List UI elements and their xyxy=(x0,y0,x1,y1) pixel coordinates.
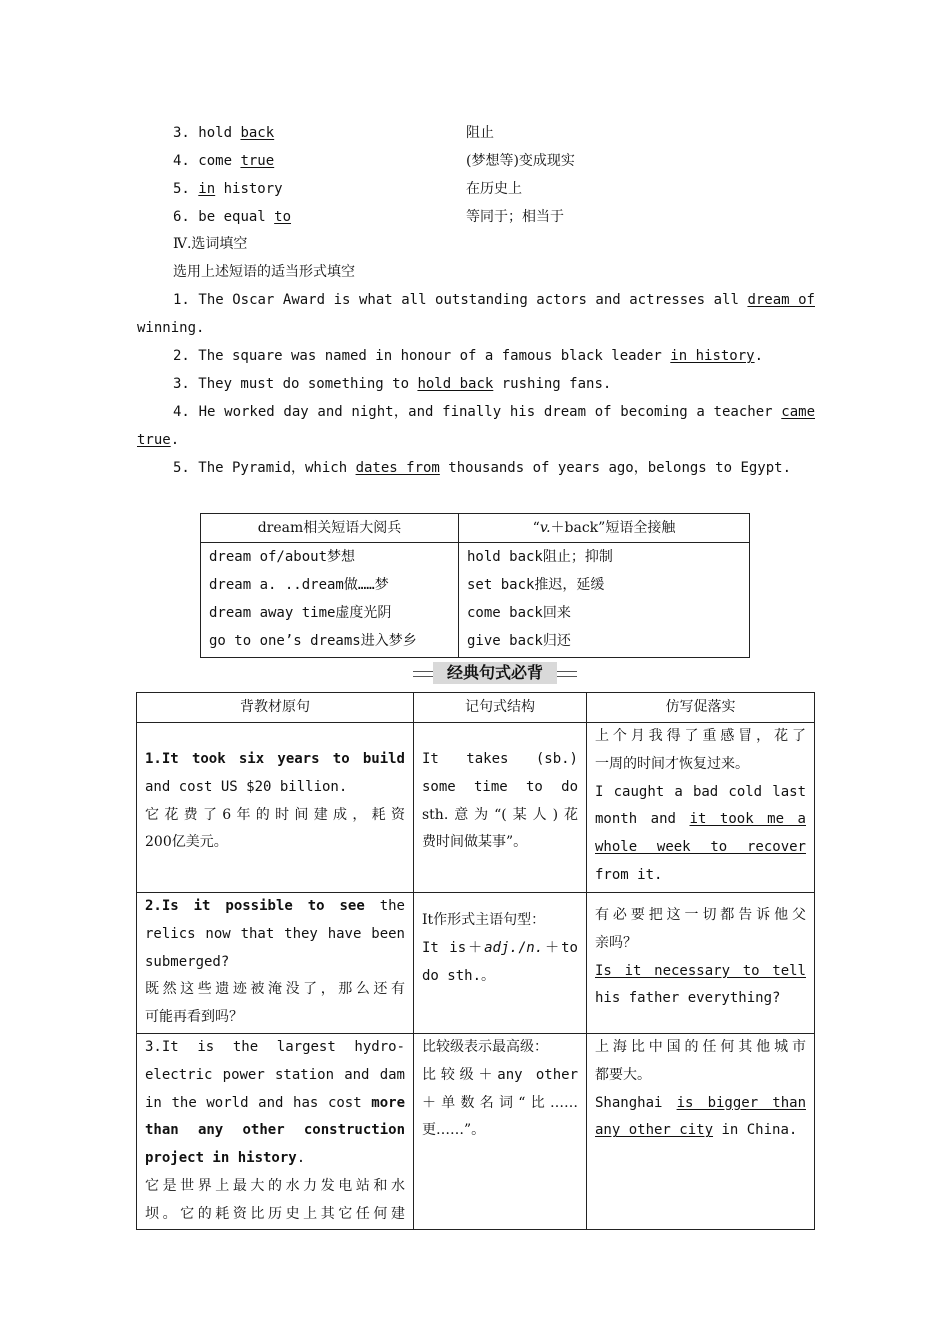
original-sentence-cell: 3.It is the largest hydro- electric power station and dam in the world and has cost more than any other construction project in history. 它是世界上最大的水力发电站和水 坝。它的耗资比历史上其它任何建 xyxy=(137,1034,414,1230)
section-instruction: 选用上述短语的适当形式填空 xyxy=(173,264,355,280)
list-item: dream away time虚度光阴 xyxy=(209,605,392,621)
phrase-expansion-table xyxy=(200,513,750,658)
list-item: hold back阻止；抑制 xyxy=(467,549,613,565)
practice-cell: 上海比中国的任何其他城市 都要大。 Shanghai is bigger than any other city in China. xyxy=(587,1034,815,1230)
phrase-number: 4. xyxy=(173,153,190,169)
list-item: go to one’s dreams进入梦乡 xyxy=(209,633,417,649)
question-4-line-1: 4. He worked day and night，and finally his dream of becoming a teacher came xyxy=(173,404,815,420)
table-row xyxy=(137,893,815,1034)
question-4-line-2: true. xyxy=(137,432,180,448)
phrase-number: 3. xyxy=(173,125,190,141)
structure-cell: It作形式主语句型： It is＋adj./n.＋to do sth.。 xyxy=(414,893,587,1034)
table-header: dream相关短语大阅兵 xyxy=(201,514,459,543)
phrase-row: 5. in history xyxy=(173,181,283,197)
phrase-number: 5. xyxy=(173,181,190,197)
structure-cell: It takes (sb.) some time to do sth.意为“(某人)花 费时间做某事”。 xyxy=(414,723,587,893)
phrase-text: come xyxy=(198,153,241,169)
phrase-text: be equal xyxy=(198,209,275,225)
practice-cell: 有必要把这一切都告诉他父 亲吗？ Is it necessary to tell his father everything? xyxy=(587,893,815,1034)
list-item: come back回来 xyxy=(467,605,571,621)
table-header: “v.＋back”短语全接触 xyxy=(459,514,750,543)
phrase-text: hold xyxy=(198,125,241,141)
original-sentence-cell: 1.It took six years to build and cost US $20 billion. 它花费了6年的时间建成，耗资 200亿美元。 xyxy=(137,723,414,893)
phrase-meaning: 阻止 xyxy=(466,125,494,141)
table-row xyxy=(137,723,815,893)
table-row xyxy=(137,1034,815,1230)
list-item: give back归还 xyxy=(467,633,571,649)
table-header: 记句式结构 xyxy=(414,693,587,723)
phrase-answer: to xyxy=(274,209,292,225)
answer: Is it necessary to tell xyxy=(595,962,806,979)
table-cell xyxy=(459,543,750,658)
list-item: set back推迟，延缓 xyxy=(467,577,605,593)
phrase-answer: true xyxy=(240,153,275,169)
question-2: 2. The square was named in honour of a famous black leader in history. xyxy=(173,348,764,364)
question-3: 3. They must do something to hold back rushing fans. xyxy=(173,376,612,392)
table-cell xyxy=(201,543,459,658)
banner-title: 经典句式必背 xyxy=(433,662,557,684)
answer: dream of xyxy=(747,292,815,308)
structure-cell: 比较级表示最高级： 比较级＋any other ＋单数名词“比…… 更……”。 xyxy=(414,1034,587,1230)
answer: dates from xyxy=(355,460,440,476)
answer: true xyxy=(137,432,171,448)
practice-cell: 上个月我得了重感冒，花了 一周的时间才恢复过来。 I caught a bad cold last month and it took me a whole week to recover from it. xyxy=(587,723,815,893)
answer: came xyxy=(781,404,815,420)
section-title: Ⅳ.选词填空 xyxy=(173,236,248,252)
table-header: 背教材原句 xyxy=(137,693,414,723)
phrase-meaning: (梦想等)变成现实 xyxy=(466,153,575,169)
question-1-line-2: winning. xyxy=(137,320,205,336)
answer: it took me a xyxy=(689,811,806,828)
answer: in history xyxy=(670,348,755,364)
phrase-row xyxy=(173,149,274,173)
phrase-row xyxy=(173,121,274,145)
original-sentence-cell: 2.Is it possible to see the relics now that they have been submerged? 既然这些遗迹被淹没了，那么还有 可能再看到吗？ xyxy=(137,893,414,1034)
phrase-meaning: 等同于；相当于 xyxy=(466,209,564,225)
sentence-table xyxy=(136,692,815,1230)
table-header: 仿写促落实 xyxy=(587,693,815,723)
answer: any other city xyxy=(595,1122,714,1139)
list-item: dream a. ..dream做……梦 xyxy=(209,577,389,593)
phrase-number: 6. xyxy=(173,209,190,225)
phrase-answer: back xyxy=(240,125,275,141)
question-5: 5. The Pyramid，which dates from thousands of years ago，belongs to Egypt. xyxy=(173,460,792,476)
answer: whole week to recover xyxy=(595,839,806,856)
section-banner xyxy=(413,662,577,684)
answer: is bigger than xyxy=(676,1094,806,1111)
phrase-row xyxy=(173,205,291,229)
phrase-answer: in xyxy=(198,181,216,197)
phrase-meaning: 在历史上 xyxy=(466,181,522,197)
answer: hold back xyxy=(417,376,494,392)
list-item: dream of/about梦想 xyxy=(209,549,356,565)
question-1-line-1: 1. The Oscar Award is what all outstanding actors and actresses all dream of xyxy=(173,292,815,308)
